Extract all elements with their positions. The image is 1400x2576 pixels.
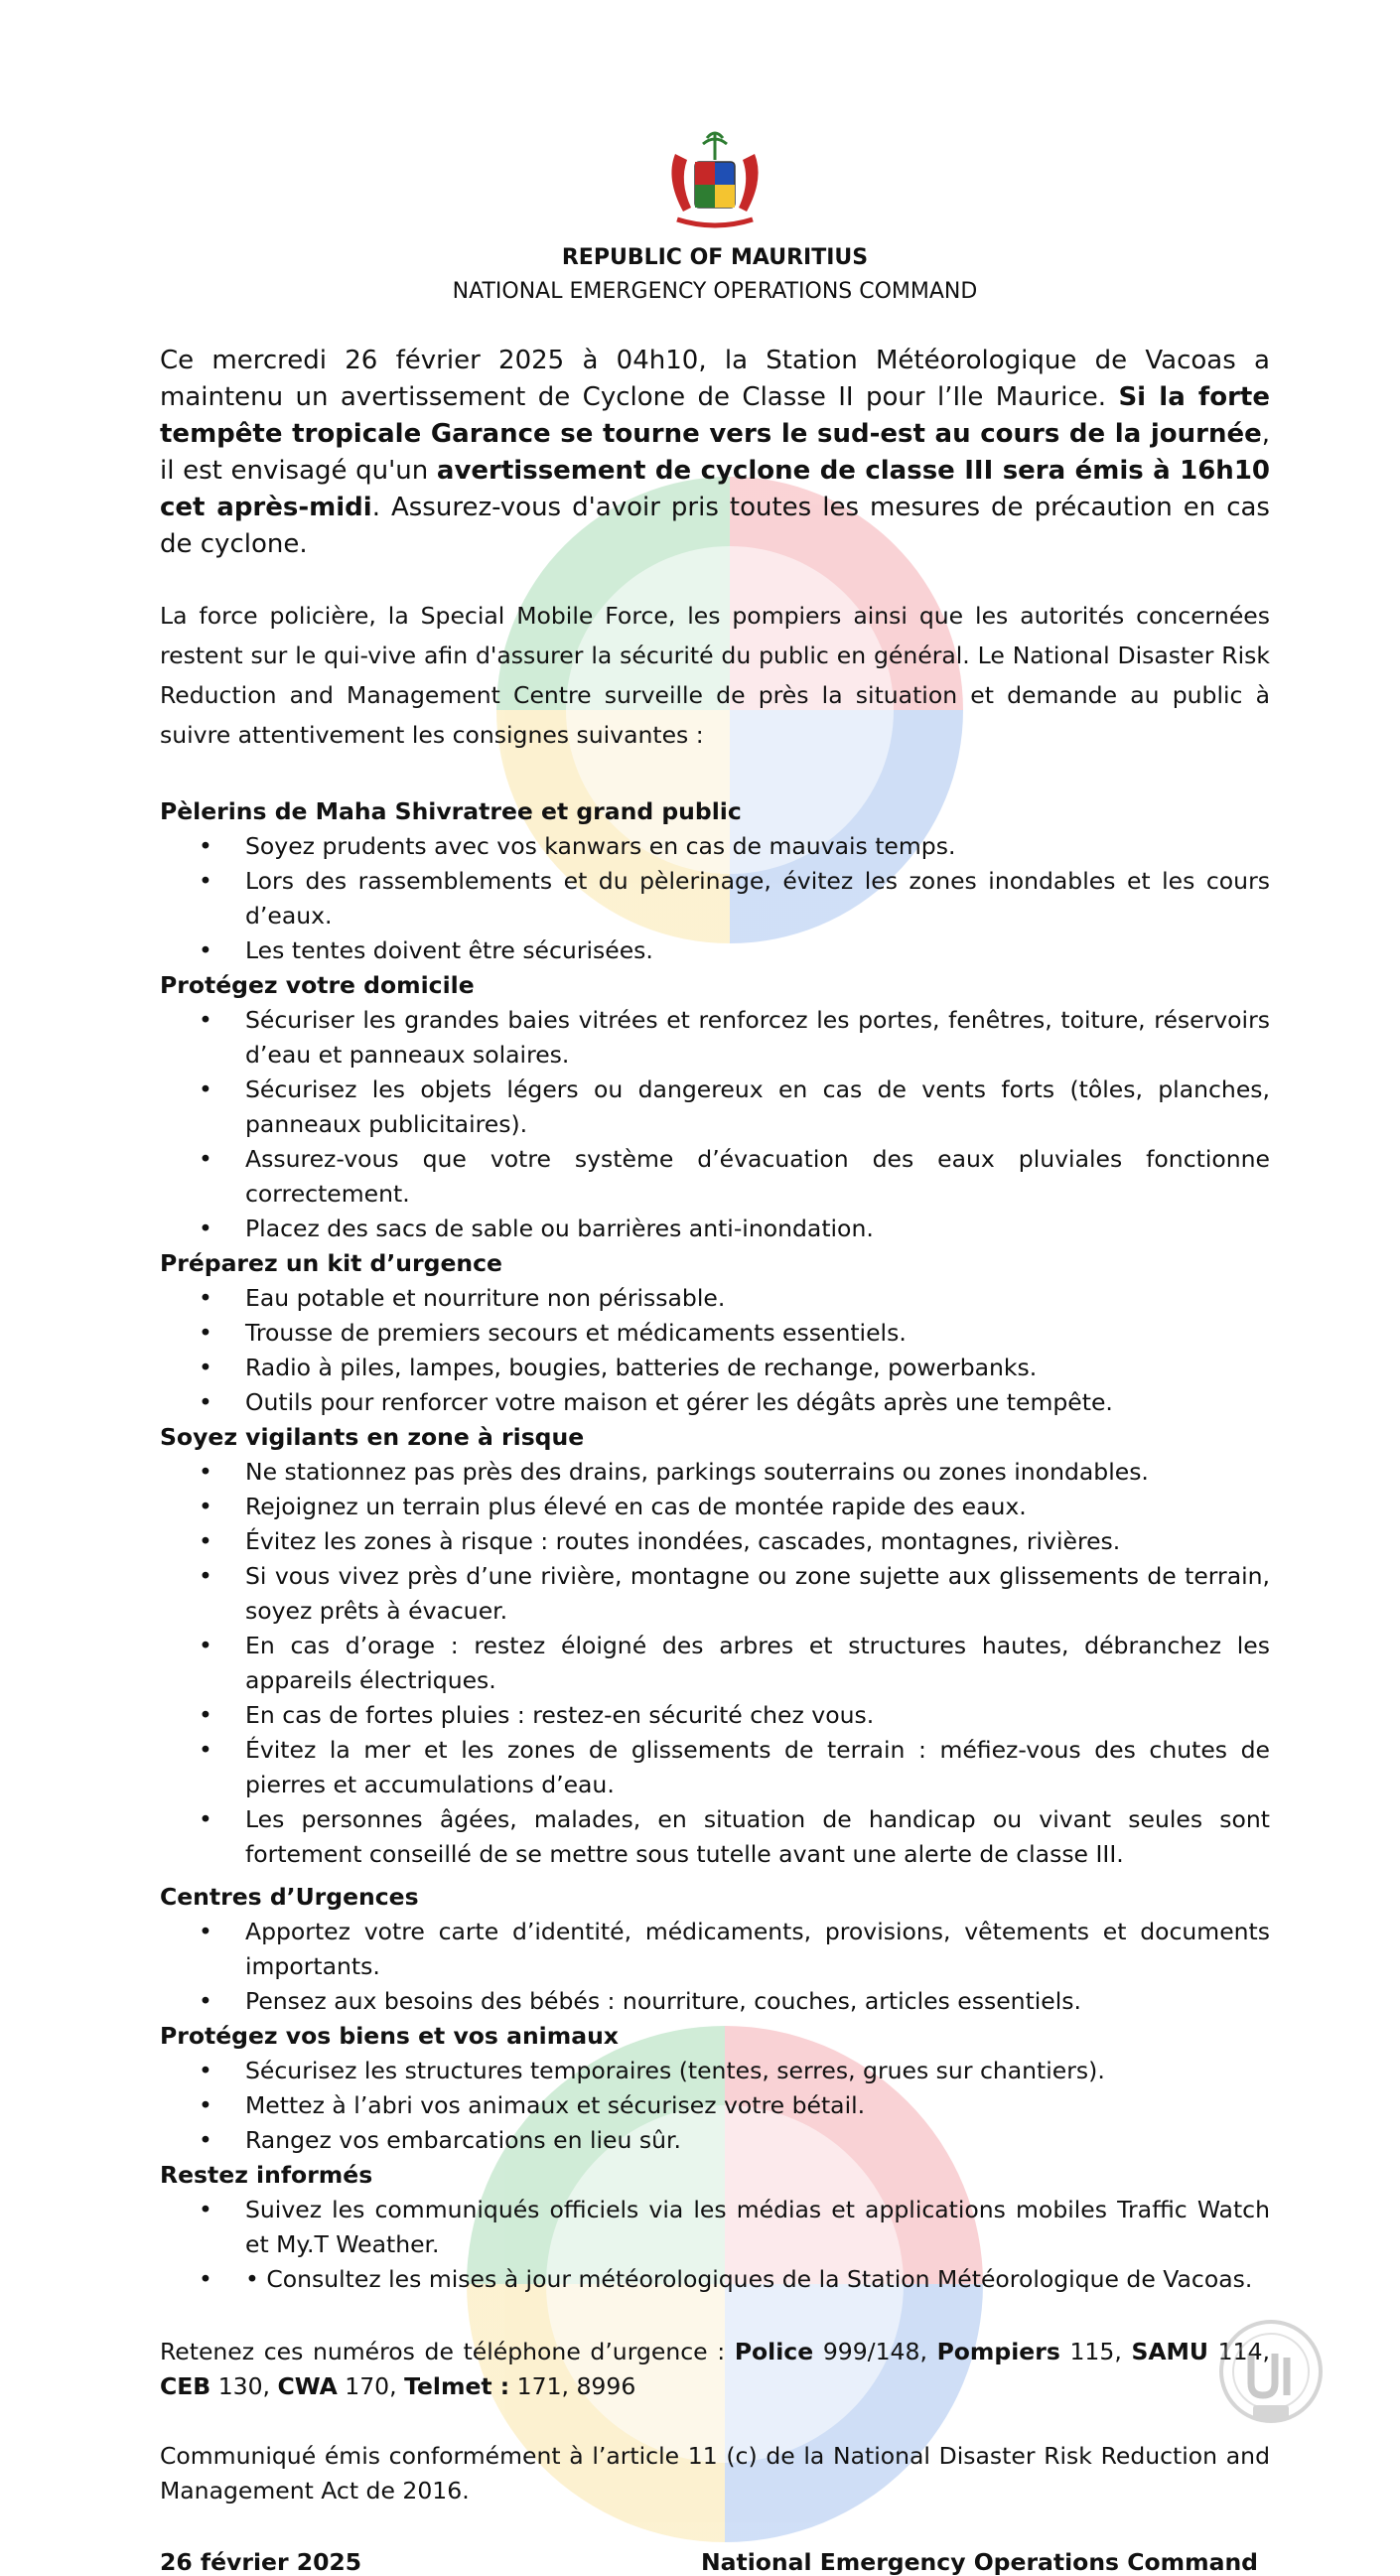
- document-header: [160, 241, 1270, 309]
- samu-number: 114,: [1208, 2338, 1271, 2365]
- list-item: • Sécurisez les structures temporaires (tentes, serres, grues sur chantiers).: [245, 2054, 1270, 2088]
- list-item: • Rejoignez un terrain plus élevé en cas de montée rapide des eaux.: [245, 1490, 1270, 1524]
- samu-label: SAMU: [1131, 2338, 1209, 2365]
- cwa-number: 170,: [337, 2372, 405, 2400]
- section-title: Restez informés: [160, 2161, 373, 2189]
- section-emergency-kit: [160, 1246, 1270, 1420]
- police-label: Police: [734, 2338, 814, 2365]
- list-item: • Sécuriser les grandes baies vitrées et renforcez les portes, fenêtres, toiture, réservoirs d’eau et panneaux solaires.: [245, 1003, 1270, 1073]
- numbers-lead: Retenez ces numéros de téléphone d’urgence :: [160, 2338, 735, 2365]
- list-item: • Évitez la mer et les zones de glissements de terrain : méfiez-vous des chutes de pierres et accumulations d’eau.: [245, 1733, 1270, 1802]
- list-item: • En cas d’orage : restez éloigné des arbres et structures hautes, débranchez les appareils électriques.: [245, 1629, 1270, 1698]
- list-item: • Assurez-vous que votre système d’évacuation des eaux pluviales fonctionne correctement.: [245, 1142, 1270, 1212]
- telmet-number: 171, 8996: [509, 2372, 636, 2400]
- document-content: [160, 124, 1270, 2576]
- section-stay-informed: [160, 2158, 1270, 2297]
- list-item: • Lors des rassemblements et du pèlerinage, évitez les zones inondables et les cours d’eaux.: [245, 864, 1270, 933]
- list-item: • Si vous vivez près d’une rivière, montagne ou zone sujette aux glissements de terrain, soyez prêts à évacuer.: [245, 1559, 1270, 1629]
- section-title: Protégez votre domicile: [160, 971, 475, 999]
- pompiers-label: Pompiers: [936, 2338, 1060, 2365]
- command-title: NATIONAL EMERGENCY OPERATIONS COMMAND: [452, 279, 978, 304]
- list-item: • Placez des sacs de sable ou barrières anti-inondation.: [245, 1212, 1270, 1246]
- document-footer: [160, 2548, 1270, 2576]
- legal-notice: Communiqué émis conformément à l’article 11 (c) de la National Disaster Risk Reduction and Management Act de 2016.: [160, 2442, 1270, 2504]
- section-title: Soyez vigilants en zone à risque: [160, 1423, 585, 1451]
- republic-title: REPUBLIC OF MAURITIUS: [561, 245, 869, 270]
- list-item: • Soyez prudents avec vos kanwars en cas de mauvais temps.: [245, 829, 1270, 864]
- intro-bold-1: Si la forte tempête tropicale Garance se tourne vers le sud-est au cours de la journée: [160, 382, 1270, 449]
- section-title: Centres d’Urgences: [160, 1883, 419, 1911]
- list-item: • Sécurisez les objets légers ou dangereux en cas de vents forts (tôles, planches, panneaux publicitaires).: [245, 1073, 1270, 1142]
- intro-bold-2: avertissement de cyclone de classe III sera émis à 16h10 cet après-midi: [160, 456, 1270, 522]
- list-item: • Mettez à l’abri vos animaux et sécurisez votre bétail.: [245, 2088, 1270, 2123]
- list-item: • Les personnes âgées, malades, en situation de handicap ou vivant seules sont fortement conseillé de se mettre sous tutelle avant une alerte de classe III.: [245, 1802, 1270, 1872]
- police-number: 999/148,: [813, 2338, 937, 2365]
- section-pilgrims: [160, 794, 1270, 968]
- list-item: • Ne stationnez pas près des drains, parkings souterrains ou zones inondables.: [245, 1455, 1270, 1490]
- intro-text-2: , il est envisagé qu'un: [160, 419, 1270, 486]
- section-title: Pèlerins de Maha Shivratree et grand public: [160, 797, 742, 825]
- telmet-label: Telmet :: [404, 2372, 510, 2400]
- coat-of-arms-icon: [655, 124, 774, 233]
- section-risk-zone: [160, 1420, 1270, 1872]
- list-item: • En cas de fortes pluies : restez-en sécurité chez vous.: [245, 1698, 1270, 1733]
- radio-logo-icon: [1201, 2314, 1340, 2433]
- list-item: • • Consultez les mises à jour météorologiques de la Station Météorologique de Vacoas.: [245, 2262, 1270, 2297]
- footer-signature: National Emergency Operations Command: [700, 2548, 1258, 2576]
- list-item: • Radio à piles, lampes, bougies, batteries de rechange, powerbanks.: [245, 1351, 1270, 1385]
- intro-text-1: Ce mercredi 26 février 2025 à 04h10, la Station Météorologique de Vacoas a maintenu un avertissement de Cyclone de Classe II pour l’Ile Maurice.: [160, 346, 1270, 412]
- list-item: • Suivez les communiqués officiels via les médias et applications mobiles Traffic Watch et My.T Weather.: [245, 2193, 1270, 2262]
- authorities-paragraph: La force policière, la Special Mobile Force, les pompiers ainsi que les autorités concernées restent sur le qui-vive afin d'assurer la sécurité du public en général. Le National Disaster Risk Reduction and Management Centre surveille de près la situation et demande au public à suivre attentivement les consignes suivantes :: [160, 602, 1270, 749]
- section-property-animals: [160, 2019, 1270, 2158]
- ceb-label: CEB: [160, 2372, 211, 2400]
- instructions-sections: [160, 794, 1270, 2297]
- list-item: • Pensez aux besoins des bébés : nourriture, couches, articles essentiels.: [245, 1984, 1270, 2019]
- list-item: • Outils pour renforcer votre maison et gérer les dégâts après une tempête.: [245, 1385, 1270, 1420]
- section-emergency-centres: [160, 1880, 1270, 2019]
- section-home: [160, 968, 1270, 1246]
- ceb-number: 130,: [210, 2372, 278, 2400]
- list-item: • Les tentes doivent être sécurisées.: [245, 933, 1270, 968]
- list-item: • Rangez vos embarcations en lieu sûr.: [245, 2123, 1270, 2158]
- list-item: • Eau potable et nourriture non périssable.: [245, 1281, 1270, 1316]
- list-item: • Évitez les zones à risque : routes inondées, cascades, montagnes, rivières.: [245, 1524, 1270, 1559]
- emergency-numbers: [160, 2335, 1270, 2404]
- section-title: Préparez un kit d’urgence: [160, 1249, 502, 1277]
- list-item: • Trousse de premiers secours et médicaments essentiels.: [245, 1316, 1270, 1351]
- list-item: • Apportez votre carte d’identité, médicaments, provisions, vêtements et documents importants.: [245, 1915, 1270, 1984]
- footer-date: 26 février 2025: [160, 2548, 362, 2576]
- pompiers-number: 115,: [1059, 2338, 1132, 2365]
- cwa-label: CWA: [277, 2372, 338, 2400]
- intro-text-3: . Assurez-vous d'avoir pris toutes les mesures de précaution en cas de cyclone.: [160, 493, 1270, 559]
- section-title: Protégez vos biens et vos animaux: [160, 2022, 619, 2050]
- intro-paragraph: [160, 343, 1270, 563]
